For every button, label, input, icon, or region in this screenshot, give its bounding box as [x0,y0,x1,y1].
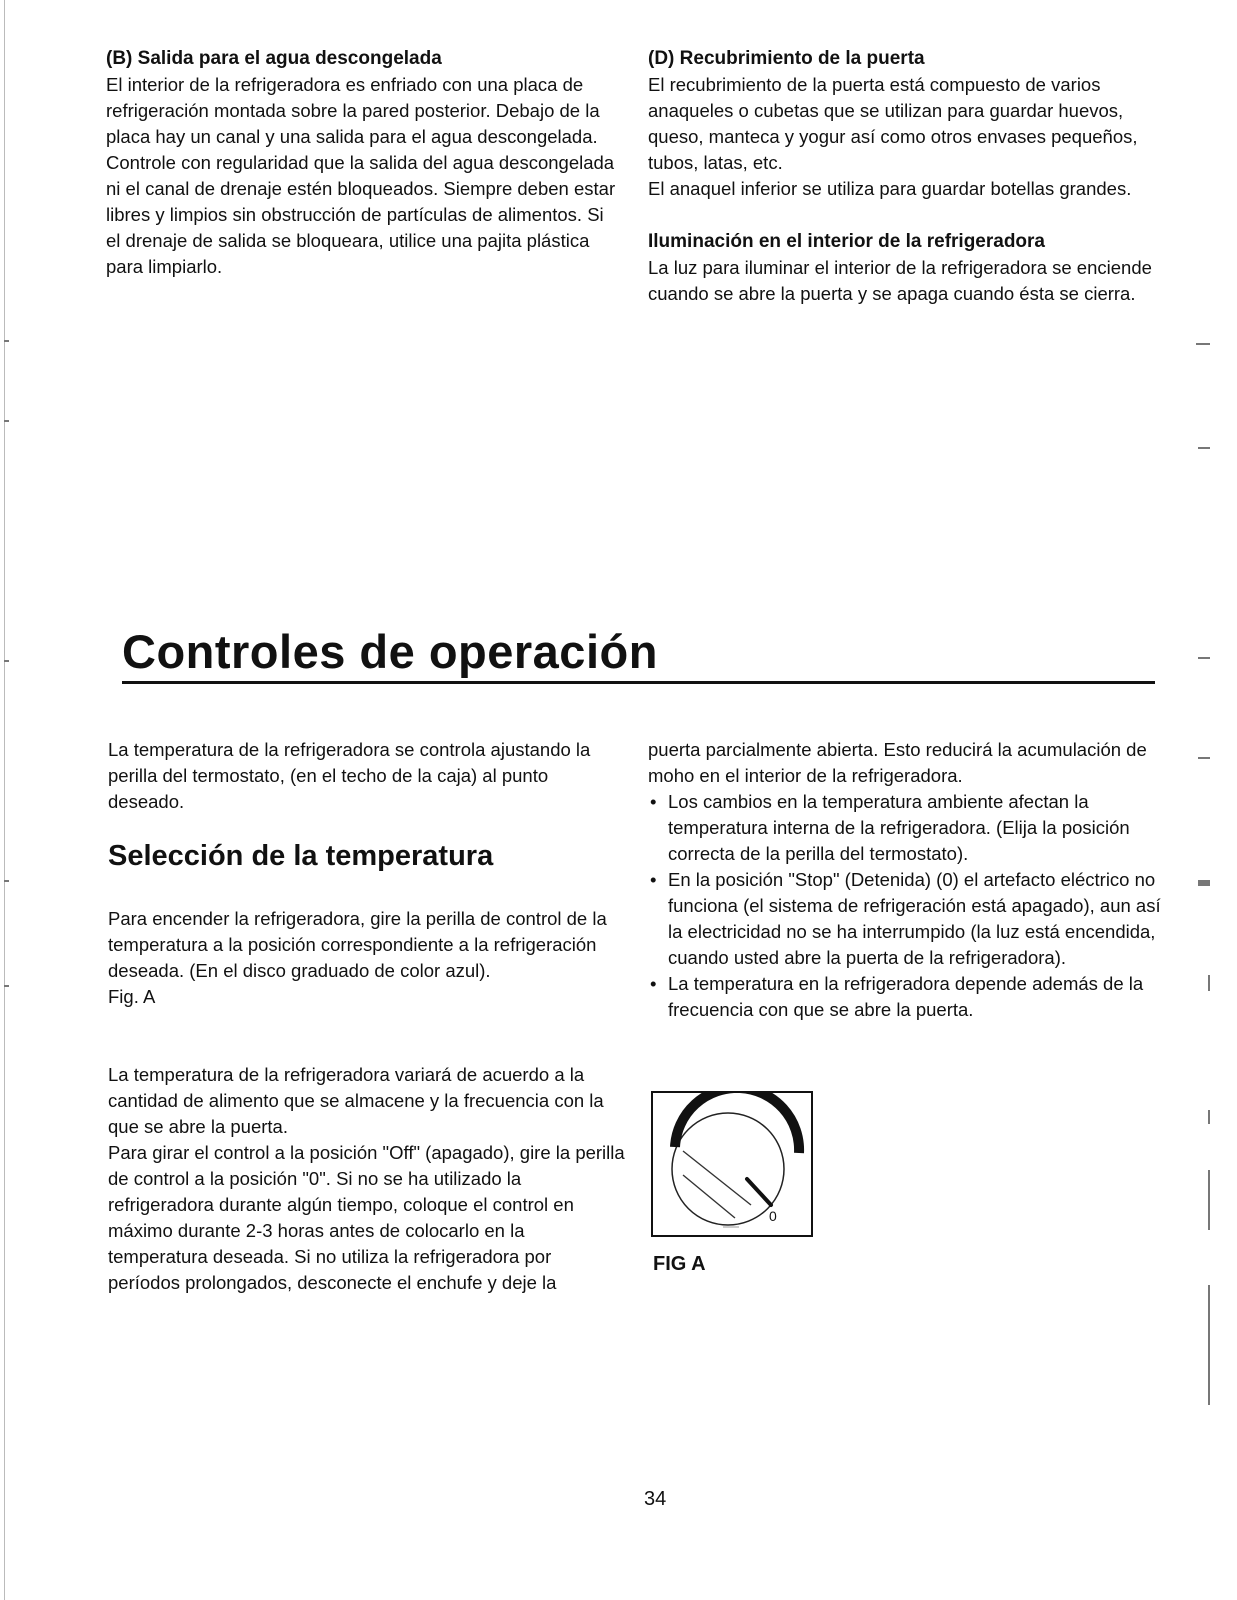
scan-edge-left [4,0,6,1600]
thermostat-dial-icon [653,1093,811,1235]
fig-reference: Fig. A [108,986,156,1007]
heading-seleccion: Selección de la temperatura [108,840,494,872]
continuation-paragraph: puerta parcialmente abierta. Esto reducirá la acumulación de moho en el interior de la refrigeradora. [648,739,1147,786]
seleccion-paragraph-1: Para encender la refrigeradora, gire la perilla de control de la temperatura a la posición correspondiente a la refrigeración deseada. (En el disco graduado de color azul). [108,908,607,981]
list-item: • La temperatura en la refrigeradora depende además de la frecuencia con que se abre la puerta. [648,971,1173,1023]
salida-paragraph-2: Controle con regularidad que la salida del agua descongelada ni el canal de drenaje estén bloqueados. Siempre deben estar libres y limpios sin obstrucción de partículas de alimentos. Si el drenaje de salida se bloqueara, utilice una pajita plástica para limpiarlo. [106,152,616,277]
heading-salida: (B) Salida para el agua descongelada [106,48,442,69]
iluminacion-paragraph: La luz para iluminar el interior de la refrigeradora se enciende cuando se abre la puerta y se apaga cuando ésta se cierra. [648,257,1152,304]
list-item: • En la posición "Stop" (Detenida) (0) el artefacto eléctrico no funciona (el sistema de refrigeración está apagado), aun así la electricidad no se ha interrumpido (la luz está encendida, cuando usted abre la puerta de la refrigeradora). [648,867,1173,971]
section-salida [106,46,621,280]
page-title: Controles de operación [122,625,658,678]
page-number: 34 [644,1488,667,1510]
intro-paragraph: La temperatura de la refrigeradora se controla ajustando la perilla del termostato, (en el techo de la caja) al punto deseado. [108,739,591,812]
right-column-text [648,737,1173,1023]
intro-block [108,737,628,815]
seleccion-block-2 [108,1062,628,1296]
section-iluminacion [648,229,1173,307]
dial-zero-mark: 0 [769,1208,777,1224]
seleccion-paragraph-3: Para girar el control a la posición "Off" (apagado), gire la perilla de control a la posición "0". Si no se ha utilizado la refrigeradora durante algún tiempo, coloque el control en máximo durante 2-3 horas antes de colocarlo en la temperatura deseada. Si no utiliza la refrigeradora por períodos prolongados, desconecte el enchufe y deje la [108,1142,625,1293]
heading-iluminacion: Iluminación en el interior de la refrigeradora [648,231,1045,252]
salida-paragraph-1: El interior de la refrigeradora es enfriado con una placa de refrigeración montada sobre la pared posterior. Debajo de la placa hay un canal y una salida para el agua descongelada. [106,74,600,147]
title-underline [122,681,1155,684]
section-recubrimiento [648,46,1173,202]
list-item: • Los cambios en la temperatura ambiente afectan la temperatura interna de la refrigeradora. (Elija la posición correcta de la perilla del termostato). [648,789,1173,867]
recubrimiento-paragraph-1: El recubrimiento de la puerta está compuesto de varios anaqueles o cubetas que se utilizan para guardar huevos, queso, manteca y yogur así como otros envases pequeños, tubos, latas, etc. [648,74,1138,173]
recubrimiento-paragraph-2: El anaquel inferior se utiliza para guardar botellas grandes. [648,178,1132,199]
seleccion-paragraph-2: La temperatura de la refrigeradora variará de acuerdo a la cantidad de alimento que se almacene y la frecuencia con la que se abre la puerta. [108,1064,604,1137]
seleccion-block [108,906,628,1010]
figure-a [651,1091,813,1237]
figure-label: FIG A [653,1253,706,1275]
tips-list [648,789,1173,1023]
heading-recubrimiento: (D) Recubrimiento de la puerta [648,48,925,69]
